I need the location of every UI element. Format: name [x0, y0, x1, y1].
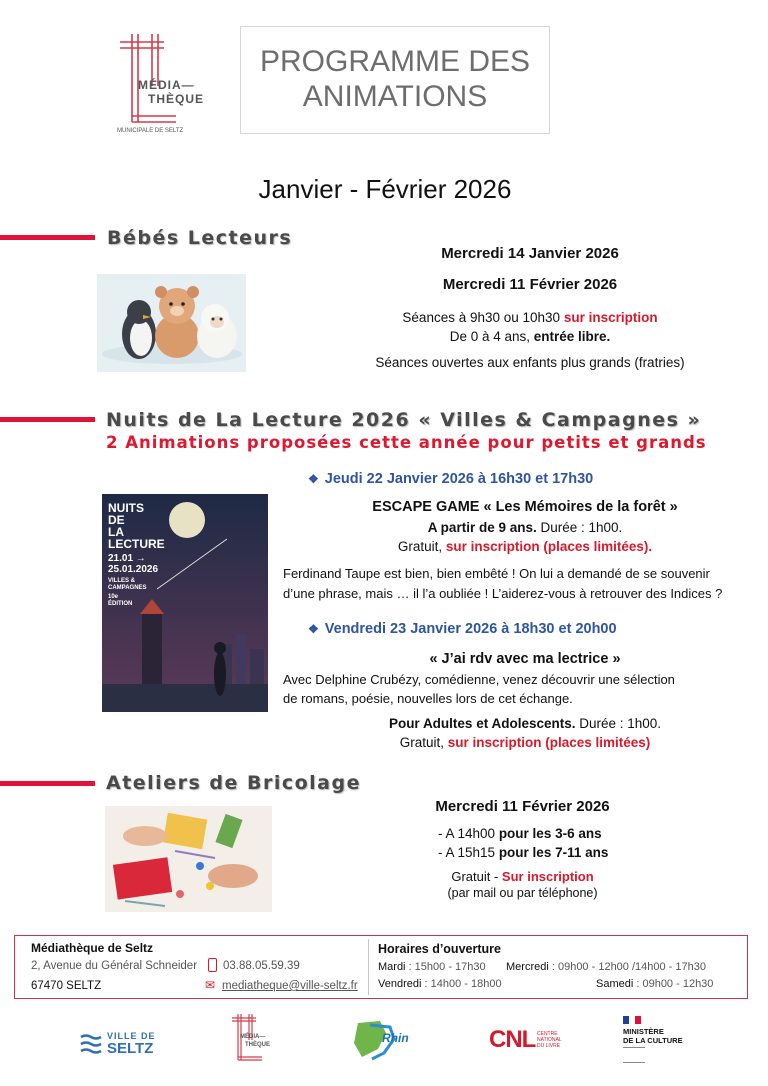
bebes-entree: entrée libre.: [533, 329, 611, 344]
phone-icon: [208, 958, 217, 972]
event1-inscription: sur inscription (places limitées).: [445, 539, 653, 554]
event1-duration: Durée : 1h00.: [536, 520, 623, 535]
media-small-line2: THÈQUE: [245, 1042, 271, 1048]
bebes-age: [340, 329, 720, 344]
ateliers-slot-1-time: - A 14h00: [438, 826, 499, 841]
media-small-line1: MÉDIA—: [240, 1034, 266, 1040]
hours-mercredi-label: Mercredi: [506, 961, 549, 973]
event1-age-bold: A partir de 9 ans.: [427, 520, 537, 535]
bebes-date-2: Mercredi 11 Février 2026: [442, 276, 618, 293]
hours-mercredi: [506, 961, 706, 973]
logo-pays-rhin: [350, 1019, 410, 1063]
event2-date: [308, 621, 617, 637]
mail-icon: ✉: [205, 978, 216, 992]
period-title: Janvier - Février 2026: [258, 174, 512, 204]
logo-cnl: [489, 1026, 569, 1056]
hours-mardi: [378, 961, 486, 973]
event2-desc-2: de romans, poésie, nouvelles lors de cet échange.: [283, 691, 573, 706]
event2-audience-bold: Pour Adultes et Adolescents.: [388, 716, 576, 731]
event1-free: [340, 539, 710, 554]
hours-samedi: [596, 978, 713, 990]
poster-l3: LA: [108, 525, 124, 539]
ateliers-slot-1-age: pour les 3-6 ans: [498, 826, 602, 841]
poster-l10: ÉDITION: [108, 601, 133, 607]
ateliers-slot-2-time: - A 15h15: [438, 845, 499, 860]
diamond-bullet-icon: ❖: [308, 472, 319, 486]
ateliers-free-text: Gratuit -: [451, 869, 502, 884]
logo-mediatheque-small: [228, 1012, 278, 1072]
section-bar-nuits: [0, 417, 95, 422]
poster-l1: NUITS: [108, 501, 144, 515]
bebes-seances: [340, 310, 720, 325]
hours-mercredi-value: : 09h00 - 12h00 /14h00 - 17h30: [548, 961, 706, 973]
event2-audience: [340, 716, 710, 731]
hours-samedi-value: : 09h00 - 12h30: [633, 978, 714, 990]
ateliers-contact: (par mail ou par téléphone): [447, 886, 598, 900]
hours-mardi-value: : 15h00 - 17h30: [405, 961, 486, 973]
bebes-illustration: [97, 274, 246, 372]
event2-desc-1: Avec Delphine Crubézy, comédienne, venez découvrir une sélection: [283, 672, 675, 687]
seltz-logo-line2: SELTZ: [107, 1040, 154, 1057]
section-title-bebes: Bébés Lecteurs: [107, 227, 293, 249]
program-title-box: [240, 26, 550, 134]
event1-name: ESCAPE GAME « Les Mémoires de la forêt »: [372, 499, 678, 515]
event2-inscription: sur inscription (places limitées): [447, 735, 651, 750]
event2-free-text: Gratuit,: [399, 735, 448, 750]
section-bar-bebes: [0, 235, 95, 240]
poster-title-block: [108, 502, 165, 608]
nuits-poster: [102, 494, 268, 712]
hours-samedi-label: Samedi: [596, 978, 634, 990]
french-flag-icon: [623, 1016, 641, 1024]
nuits-subtitle: 2 Animations proposées cette année pour petits et grands: [106, 433, 707, 452]
ateliers-free: [410, 869, 635, 884]
mediatheque-logo: [112, 32, 205, 142]
footer-phone: 03.88.05.59.39: [223, 960, 300, 972]
event1-date-text: Jeudi 22 Janvier 2026 à 16h30 et 17h30: [324, 471, 594, 487]
ministere-motto-lines: [623, 1047, 645, 1063]
ministere-line1: MINISTÈRE: [623, 1027, 664, 1036]
event1-age: [340, 520, 710, 535]
logo-line1: MÉDIA—: [138, 78, 195, 92]
cnl-logo-text: CNL: [489, 1026, 536, 1053]
rhin-logo-text: Rhin: [382, 1031, 409, 1045]
event2-duration: Durée : 1h00.: [575, 716, 662, 731]
hours-mardi-label: Mardi: [378, 961, 406, 973]
event2-free: [340, 735, 710, 750]
poster-l7: VILLES &: [108, 578, 136, 584]
hours-vendredi-label: Vendredi: [378, 978, 422, 990]
diamond-bullet-icon: ❖: [308, 622, 319, 636]
hours-vendredi: [378, 978, 502, 990]
ateliers-slot-1: [438, 826, 602, 841]
cnl-logo-sub: CENTRE NATIONAL DU LIVRE: [537, 1031, 562, 1049]
event2-date-text: Vendredi 23 Janvier 2026 à 18h30 et 20h00: [324, 621, 617, 637]
footer-name: Médiathèque de Seltz: [31, 941, 154, 955]
ateliers-slot-2: [438, 845, 608, 860]
bebes-date-1: Mercredi 14 Janvier 2026: [441, 245, 619, 262]
logo-subtitle: MUNICIPALE DE SELTZ: [117, 128, 184, 134]
section-title-nuits: Nuits de La Lecture 2026 « Villes & Campagnes »: [106, 409, 702, 431]
event1-desc-2: d’une phrase, mais … il l’a oubliée ! L’aiderez-vous à retrouver des Indices ?: [283, 586, 723, 601]
crafts-photo-art: [105, 806, 272, 912]
footer-email-link[interactable]: mediatheque@ville-seltz.fr: [222, 980, 358, 992]
plush-toys-image: [97, 274, 246, 372]
poster-l4: LECTURE: [108, 537, 165, 551]
bebes-note: Séances ouvertes aux enfants plus grands (fratries): [375, 355, 685, 370]
footer-city: 67470 SELTZ: [31, 980, 102, 992]
section-title-ateliers: Ateliers de Bricolage: [106, 772, 361, 794]
poster-l8: CAMPAGNES: [108, 585, 147, 591]
logo-ville-seltz: [80, 1031, 160, 1057]
event1-desc-1: Ferdinand Taupe est bien, bien embêté ! On lui a demandé de se souvenir: [283, 566, 710, 581]
ateliers-photo: [105, 806, 272, 912]
program-title-line2: ANIMATIONS: [302, 80, 488, 113]
event2-name: « J’ai rdv avec ma lectrice »: [429, 651, 621, 667]
footer-address: 2, Avenue du Général Schneider: [31, 960, 198, 972]
hours-title: Horaires d’ouverture: [378, 942, 501, 956]
event1-date: [308, 471, 593, 487]
event1-free-text: Gratuit,: [397, 539, 446, 554]
poster-l2: DE: [108, 513, 125, 527]
poster-l5: 21.01 →: [108, 553, 146, 564]
seltz-logo-line1: VILLE DE: [107, 1031, 156, 1041]
ministere-line2: DE LA CULTURE: [623, 1036, 683, 1045]
info-box-divider: [368, 939, 369, 995]
hours-vendredi-value: : 14h00 - 18h00: [421, 978, 502, 990]
poster-l6: 25.01.2026: [108, 564, 159, 575]
bebes-seances-text: Séances à 9h30 ou 10h30: [402, 310, 564, 325]
ateliers-inscription: Sur inscription: [501, 869, 594, 884]
program-title-line1: PROGRAMME DES: [259, 45, 531, 78]
poster-l9: 10e: [108, 594, 119, 600]
bebes-age-text: De 0 à 4 ans,: [449, 329, 534, 344]
logo-ministere-culture: [623, 1016, 703, 1066]
section-bar-ateliers: [0, 781, 95, 786]
ateliers-date: Mercredi 11 Février 2026: [435, 798, 610, 815]
logo-line2: THÈQUE: [148, 92, 205, 106]
ateliers-slot-2-age: pour les 7-11 ans: [498, 845, 609, 860]
waves-icon: [80, 1033, 104, 1055]
bebes-inscription: sur inscription: [563, 310, 658, 325]
